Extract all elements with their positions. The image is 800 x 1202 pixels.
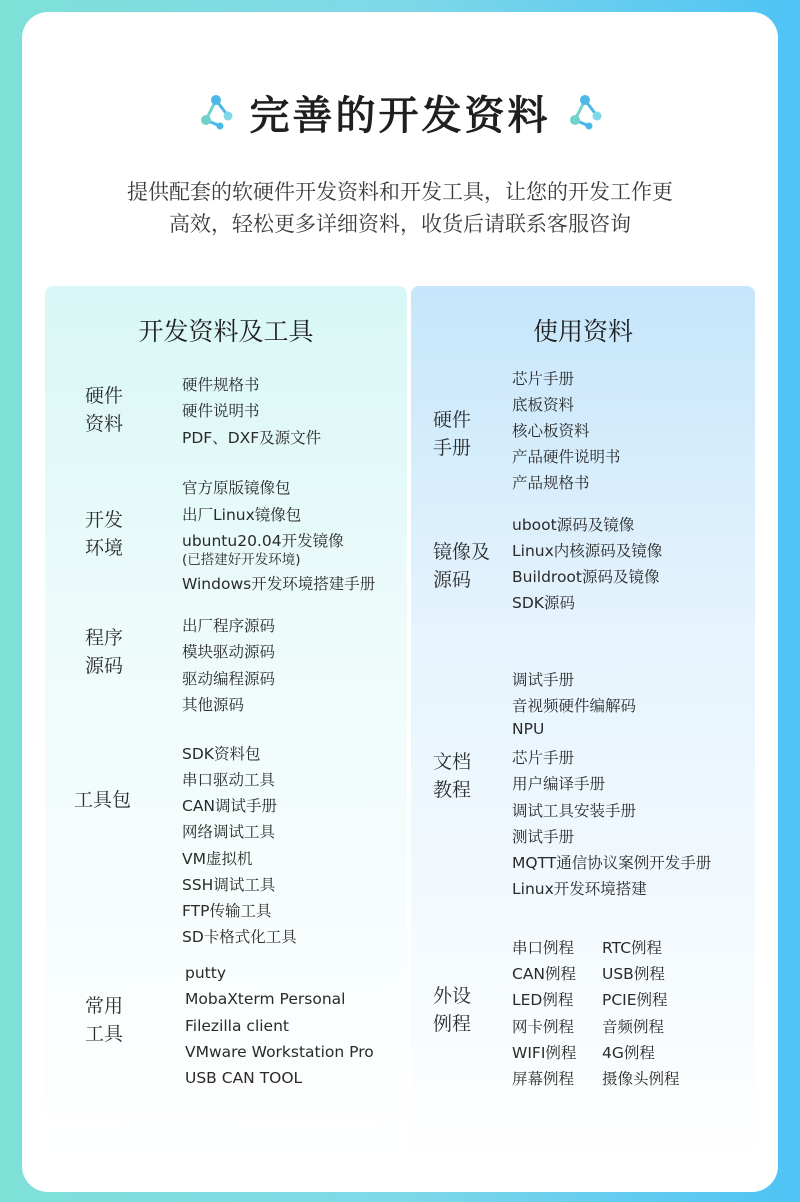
list-item: (已搭建好开发环境) — [182, 552, 301, 568]
left-panel-title: 开发资料及工具 — [138, 317, 314, 346]
list-item: 核心板资料 — [512, 422, 590, 440]
list-item: 芯片手册 — [512, 370, 575, 388]
category-label-line: 镜像及 — [433, 541, 491, 563]
list-item: 硬件规格书 — [182, 376, 260, 394]
list-item: 调试手册 — [512, 671, 575, 689]
list-item: VM虚拟机 — [182, 850, 253, 868]
subtitle-line: 高效，轻松更多详细资料，收货后请联系客服咨询 — [169, 212, 631, 236]
list-item: 芯片手册 — [512, 749, 575, 767]
list-item: 屏幕例程 — [512, 1070, 575, 1088]
list-item: 网络调试工具 — [182, 823, 276, 841]
list-item: 模块驱动源码 — [182, 643, 276, 661]
category-label — [85, 382, 123, 438]
list-item: WIFI例程 — [512, 1044, 577, 1062]
list-item: PCIE例程 — [602, 991, 668, 1009]
list-item: 出厂Linux镜像包 — [182, 506, 302, 524]
list-item: 出厂程序源码 — [182, 617, 276, 635]
list-item: NPU — [512, 720, 545, 738]
category-label-line: 源码 — [85, 655, 124, 677]
list-item: RTC例程 — [602, 939, 663, 957]
list-item: Windows开发环境搭建手册 — [182, 575, 376, 593]
category-label-line: 工具包 — [74, 789, 132, 811]
category-label — [85, 992, 123, 1048]
list-item: 4G例程 — [602, 1044, 655, 1062]
list-item: SDK资料包 — [182, 745, 261, 763]
list-item: VMware Workstation Pro — [185, 1043, 374, 1061]
list-item: Filezilla client — [185, 1017, 289, 1035]
list-item: 底板资料 — [512, 396, 575, 414]
category-label — [74, 786, 131, 814]
list-item: CAN例程 — [512, 965, 577, 983]
category-label-line: 文档 — [433, 751, 472, 773]
list-item: 音频例程 — [602, 1018, 665, 1036]
list-item: putty — [185, 964, 226, 982]
list-item: USB例程 — [602, 965, 665, 983]
category-label — [85, 624, 123, 680]
category-label-line: 手册 — [433, 437, 472, 459]
category-label-line: 教程 — [433, 779, 472, 801]
category-label-line: 硬件 — [433, 409, 472, 431]
title-row — [0, 84, 800, 140]
list-item: LED例程 — [512, 991, 574, 1009]
list-item: 产品硬件说明书 — [512, 448, 621, 466]
list-item: PDF、DXF及源文件 — [182, 429, 322, 447]
list-item: uboot源码及镜像 — [512, 516, 635, 534]
category-label-line: 资料 — [85, 413, 124, 435]
list-item: 调试工具安装手册 — [512, 802, 637, 820]
list-item: 产品规格书 — [512, 474, 590, 492]
list-item: 其他源码 — [182, 696, 245, 714]
category-label-line: 例程 — [433, 1013, 472, 1035]
category-label — [433, 748, 471, 804]
list-item: 用户编译手册 — [512, 775, 606, 793]
right-panel-title: 使用资料 — [532, 317, 633, 346]
category-label — [433, 406, 471, 462]
list-item: Linux内核源码及镜像 — [512, 542, 663, 560]
category-label-line: 常用 — [85, 995, 124, 1017]
list-item: CAN调试手册 — [182, 797, 278, 815]
list-item: 官方原版镜像包 — [182, 479, 291, 497]
list-item: Buildroot源码及镜像 — [512, 568, 660, 586]
list-item: MobaXterm Personal — [185, 990, 346, 1008]
list-item: Linux开发环境搭建 — [512, 880, 647, 898]
right-panel — [411, 286, 755, 1166]
list-item: SD卡格式化工具 — [182, 928, 297, 946]
category-label — [85, 506, 123, 562]
list-item: USB CAN TOOL — [185, 1069, 303, 1087]
category-label — [433, 982, 471, 1038]
category-label-line: 开发 — [85, 509, 124, 531]
list-item: 驱动编程源码 — [182, 670, 276, 688]
list-item: SDK源码 — [512, 594, 575, 612]
category-label — [433, 538, 490, 594]
category-label-line: 硬件 — [85, 385, 124, 407]
category-label-line: 环境 — [85, 537, 124, 559]
page-title: 完善的开发资料 — [249, 92, 551, 139]
list-item: 串口例程 — [512, 939, 575, 957]
list-item: 硬件说明书 — [182, 402, 260, 420]
subtitle — [0, 176, 800, 240]
list-item: SSH调试工具 — [182, 876, 276, 894]
category-label-line: 源码 — [433, 569, 472, 591]
list-item: 音视频硬件编解码 — [512, 697, 637, 715]
list-item: 串口驱动工具 — [182, 771, 276, 789]
category-label-line: 工具 — [85, 1023, 124, 1045]
list-item: MQTT通信协议案例开发手册 — [512, 854, 712, 872]
molecule-icon-right — [565, 92, 605, 132]
category-label-line: 外设 — [433, 985, 472, 1007]
category-label-line: 程序 — [85, 627, 124, 649]
list-item: 网卡例程 — [512, 1018, 575, 1036]
subtitle-line: 提供配套的软硬件开发资料和开发工具，让您的开发工作更 — [127, 180, 673, 204]
list-item: FTP传输工具 — [182, 902, 272, 920]
list-item: 摄像头例程 — [602, 1070, 680, 1088]
list-item: ubuntu20.04开发镜像 — [182, 532, 344, 550]
left-panel — [45, 286, 407, 1166]
list-item: 测试手册 — [512, 828, 575, 846]
molecule-icon-left — [196, 92, 236, 132]
